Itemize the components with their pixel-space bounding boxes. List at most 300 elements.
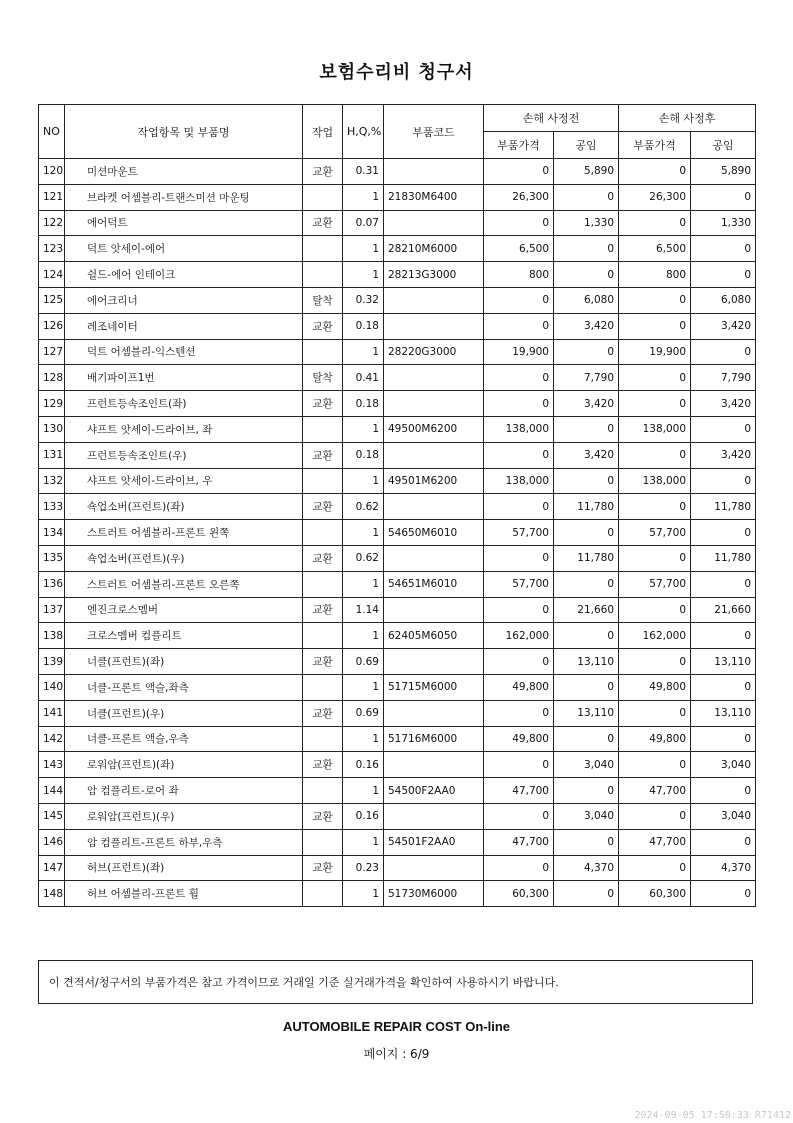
item-name: 프런트등속조인트(좌)	[65, 391, 303, 417]
row-no: 127	[39, 339, 65, 365]
hq-value: 0.18	[343, 391, 384, 417]
table-row	[39, 339, 756, 365]
labor-before: 0	[554, 184, 619, 210]
part-price-before: 26,300	[484, 184, 554, 210]
labor-after: 11,780	[691, 545, 756, 571]
work-type: 교환	[303, 313, 343, 339]
part-price-after: 26,300	[619, 184, 691, 210]
work-type: 교환	[303, 391, 343, 417]
part-price-after: 0	[619, 700, 691, 726]
part-code	[384, 442, 484, 468]
row-no: 121	[39, 184, 65, 210]
part-price-after: 0	[619, 545, 691, 571]
labor-before: 0	[554, 881, 619, 907]
table-row	[39, 287, 756, 313]
labor-after: 3,420	[691, 442, 756, 468]
labor-after: 13,110	[691, 700, 756, 726]
table-header	[39, 105, 756, 159]
table-row	[39, 752, 756, 778]
part-price-after: 138,000	[619, 468, 691, 494]
table-row	[39, 210, 756, 236]
part-price-before: 0	[484, 545, 554, 571]
hq-value: 0.31	[343, 159, 384, 185]
item-name: 덕트 앗세이-에어	[65, 236, 303, 262]
labor-after: 0	[691, 520, 756, 546]
row-no: 142	[39, 726, 65, 752]
row-no: 135	[39, 545, 65, 571]
part-price-after: 162,000	[619, 623, 691, 649]
item-name: 허브 어셈블리-프론트 휠	[65, 881, 303, 907]
work-type: 교환	[303, 803, 343, 829]
part-price-after: 57,700	[619, 520, 691, 546]
table-row	[39, 262, 756, 288]
hq-value: 0.07	[343, 210, 384, 236]
work-type	[303, 829, 343, 855]
labor-before: 6,080	[554, 287, 619, 313]
part-price-before: 0	[484, 752, 554, 778]
work-type	[303, 571, 343, 597]
row-no: 136	[39, 571, 65, 597]
item-name: 쇽업소버(프런트)(우)	[65, 545, 303, 571]
work-type	[303, 262, 343, 288]
part-price-before: 0	[484, 365, 554, 391]
labor-before: 11,780	[554, 494, 619, 520]
part-code: 54501F2AA0	[384, 829, 484, 855]
work-type: 교환	[303, 700, 343, 726]
hq-value: 1	[343, 262, 384, 288]
work-type: 교환	[303, 855, 343, 881]
part-price-after: 0	[619, 803, 691, 829]
work-type	[303, 674, 343, 700]
part-code	[384, 752, 484, 778]
table-row	[39, 159, 756, 185]
part-price-after: 0	[619, 287, 691, 313]
work-type	[303, 339, 343, 365]
labor-after: 0	[691, 339, 756, 365]
table-row	[39, 545, 756, 571]
part-code: 28213G3000	[384, 262, 484, 288]
work-type	[303, 778, 343, 804]
labor-after: 3,040	[691, 752, 756, 778]
part-price-after: 0	[619, 597, 691, 623]
work-type	[303, 623, 343, 649]
table-row	[39, 597, 756, 623]
part-code	[384, 700, 484, 726]
footer-brand: AUTOMOBILE REPAIR COST On-line	[282, 1019, 511, 1034]
table-body	[39, 159, 756, 907]
labor-before: 1,330	[554, 210, 619, 236]
part-price-before: 162,000	[484, 623, 554, 649]
item-name: 샤프트 앗세이-드라이브, 좌	[65, 416, 303, 442]
table-row	[39, 313, 756, 339]
labor-after: 0	[691, 623, 756, 649]
hq-value: 0.69	[343, 649, 384, 675]
part-price-before: 49,800	[484, 674, 554, 700]
part-price-before: 49,800	[484, 726, 554, 752]
part-code	[384, 391, 484, 417]
item-name: 암 컴플리트-프론트 하부,우측	[65, 829, 303, 855]
row-no: 129	[39, 391, 65, 417]
labor-after: 4,370	[691, 855, 756, 881]
table-row	[39, 520, 756, 546]
labor-after: 0	[691, 262, 756, 288]
hq-value: 1.14	[343, 597, 384, 623]
item-name: 레조네이터	[65, 313, 303, 339]
item-name: 로워암(프런트)(우)	[65, 803, 303, 829]
part-price-after: 0	[619, 159, 691, 185]
part-price-before: 47,700	[484, 829, 554, 855]
item-name: 엔진크로스멤버	[65, 597, 303, 623]
labor-after: 0	[691, 468, 756, 494]
labor-after: 6,080	[691, 287, 756, 313]
work-type: 교환	[303, 442, 343, 468]
work-type: 교환	[303, 752, 343, 778]
part-code	[384, 494, 484, 520]
item-name: 크로스멤버 컴플리트	[65, 623, 303, 649]
part-code: 62405M6050	[384, 623, 484, 649]
header-work: 작업	[303, 105, 343, 159]
hq-value: 0.18	[343, 442, 384, 468]
labor-after: 0	[691, 236, 756, 262]
part-code: 28220G3000	[384, 339, 484, 365]
hq-value: 0.32	[343, 287, 384, 313]
header-part-price-before: 부품가격	[484, 132, 554, 159]
part-price-before: 57,700	[484, 520, 554, 546]
part-price-after: 0	[619, 365, 691, 391]
repair-cost-table	[38, 104, 756, 907]
part-price-before: 0	[484, 210, 554, 236]
hq-value: 1	[343, 520, 384, 546]
labor-before: 0	[554, 262, 619, 288]
row-no: 139	[39, 649, 65, 675]
item-name: 에어덕트	[65, 210, 303, 236]
labor-before: 3,040	[554, 803, 619, 829]
table-row	[39, 700, 756, 726]
labor-after: 0	[691, 184, 756, 210]
part-code	[384, 210, 484, 236]
table-row	[39, 881, 756, 907]
part-code	[384, 649, 484, 675]
labor-before: 7,790	[554, 365, 619, 391]
table-row	[39, 391, 756, 417]
item-name: 스트러트 어셈블리-프론트 왼쪽	[65, 520, 303, 546]
table-row	[39, 829, 756, 855]
hq-value: 1	[343, 236, 384, 262]
labor-after: 5,890	[691, 159, 756, 185]
labor-after: 0	[691, 881, 756, 907]
row-no: 145	[39, 803, 65, 829]
part-code	[384, 287, 484, 313]
labor-before: 11,780	[554, 545, 619, 571]
labor-before: 3,420	[554, 442, 619, 468]
part-price-after: 57,700	[619, 571, 691, 597]
labor-after: 0	[691, 416, 756, 442]
header-labor-after: 공임	[691, 132, 756, 159]
hq-value: 0.23	[343, 855, 384, 881]
header-before-assessment: 손해 사정전	[484, 105, 619, 132]
item-name: 너클(프런트)(좌)	[65, 649, 303, 675]
hq-value: 1	[343, 184, 384, 210]
row-no: 132	[39, 468, 65, 494]
work-type	[303, 726, 343, 752]
work-type: 탈착	[303, 287, 343, 313]
part-price-before: 0	[484, 597, 554, 623]
part-price-before: 138,000	[484, 416, 554, 442]
hq-value: 1	[343, 726, 384, 752]
row-no: 134	[39, 520, 65, 546]
labor-after: 0	[691, 778, 756, 804]
item-name: 에어크리너	[65, 287, 303, 313]
header-after-assessment: 손해 사정후	[619, 105, 756, 132]
part-code: 51716M6000	[384, 726, 484, 752]
item-name: 쇽업소버(프런트)(좌)	[65, 494, 303, 520]
labor-after: 11,780	[691, 494, 756, 520]
part-code	[384, 803, 484, 829]
row-no: 120	[39, 159, 65, 185]
row-no: 147	[39, 855, 65, 881]
part-price-after: 6,500	[619, 236, 691, 262]
table-row	[39, 726, 756, 752]
item-name: 브라켓 어셈블리-트랜스미션 마운팅	[65, 184, 303, 210]
row-no: 126	[39, 313, 65, 339]
work-type: 교환	[303, 159, 343, 185]
part-code: 49500M6200	[384, 416, 484, 442]
labor-after: 0	[691, 726, 756, 752]
table-row	[39, 468, 756, 494]
part-price-before: 6,500	[484, 236, 554, 262]
part-code	[384, 855, 484, 881]
part-price-after: 47,700	[619, 778, 691, 804]
hq-value: 1	[343, 339, 384, 365]
labor-after: 3,040	[691, 803, 756, 829]
row-no: 130	[39, 416, 65, 442]
part-price-after: 0	[619, 855, 691, 881]
labor-before: 0	[554, 468, 619, 494]
labor-before: 3,040	[554, 752, 619, 778]
table-row	[39, 778, 756, 804]
table-row	[39, 365, 756, 391]
labor-after: 21,660	[691, 597, 756, 623]
hq-value: 1	[343, 468, 384, 494]
item-name: 너클-프론트 액슬,좌측	[65, 674, 303, 700]
part-price-after: 47,700	[619, 829, 691, 855]
header-hq: H,Q,%	[343, 105, 384, 159]
table-row	[39, 494, 756, 520]
item-name: 허브(프런트)(좌)	[65, 855, 303, 881]
labor-after: 0	[691, 571, 756, 597]
item-name: 로워암(프런트)(좌)	[65, 752, 303, 778]
part-price-after: 19,900	[619, 339, 691, 365]
part-price-before: 138,000	[484, 468, 554, 494]
part-price-before: 47,700	[484, 778, 554, 804]
labor-after: 3,420	[691, 313, 756, 339]
row-no: 124	[39, 262, 65, 288]
part-code: 51715M6000	[384, 674, 484, 700]
item-name: 암 컴플리트-로어 좌	[65, 778, 303, 804]
hq-value: 0.62	[343, 545, 384, 571]
hq-value: 1	[343, 881, 384, 907]
part-price-before: 0	[484, 287, 554, 313]
work-type: 교환	[303, 545, 343, 571]
labor-after: 3,420	[691, 391, 756, 417]
document-title: 보험수리비 청구서	[319, 62, 474, 83]
part-price-before: 0	[484, 649, 554, 675]
table-row	[39, 803, 756, 829]
part-price-before: 57,700	[484, 571, 554, 597]
labor-before: 0	[554, 778, 619, 804]
item-name: 덕트 어셈블리-익스텐션	[65, 339, 303, 365]
part-price-before: 19,900	[484, 339, 554, 365]
row-no: 122	[39, 210, 65, 236]
part-code	[384, 365, 484, 391]
item-name: 너클-프론트 액슬,우측	[65, 726, 303, 752]
table-row	[39, 184, 756, 210]
item-name: 샤프트 앗세이-드라이브, 우	[65, 468, 303, 494]
hq-value: 0.16	[343, 803, 384, 829]
labor-before: 3,420	[554, 313, 619, 339]
part-code: 49501M6200	[384, 468, 484, 494]
part-price-after: 800	[619, 262, 691, 288]
table-row	[39, 674, 756, 700]
header-labor-before: 공임	[554, 132, 619, 159]
part-price-before: 0	[484, 700, 554, 726]
part-price-after: 0	[619, 752, 691, 778]
row-no: 143	[39, 752, 65, 778]
table-row	[39, 571, 756, 597]
row-no: 138	[39, 623, 65, 649]
labor-after: 0	[691, 674, 756, 700]
hq-value: 0.62	[343, 494, 384, 520]
table-row	[39, 855, 756, 881]
labor-after: 0	[691, 829, 756, 855]
work-type	[303, 236, 343, 262]
labor-before: 0	[554, 520, 619, 546]
header-no: NO	[39, 105, 65, 159]
part-price-after: 138,000	[619, 416, 691, 442]
labor-after: 1,330	[691, 210, 756, 236]
part-code: 54500F2AA0	[384, 778, 484, 804]
labor-before: 13,110	[554, 649, 619, 675]
labor-before: 0	[554, 416, 619, 442]
item-name: 프런트등속조인트(우)	[65, 442, 303, 468]
page-number: 페이지 : 6/9	[363, 1047, 430, 1061]
part-price-before: 0	[484, 391, 554, 417]
work-type: 교환	[303, 494, 343, 520]
hq-value: 1	[343, 571, 384, 597]
labor-before: 13,110	[554, 700, 619, 726]
part-code: 54651M6010	[384, 571, 484, 597]
row-no: 123	[39, 236, 65, 262]
row-no: 125	[39, 287, 65, 313]
labor-before: 0	[554, 674, 619, 700]
part-code: 28210M6000	[384, 236, 484, 262]
item-name: 스트러트 어셈블리-프론트 오른쪽	[65, 571, 303, 597]
part-price-before: 0	[484, 442, 554, 468]
part-code: 21830M6400	[384, 184, 484, 210]
row-no: 128	[39, 365, 65, 391]
part-code	[384, 313, 484, 339]
work-type	[303, 881, 343, 907]
work-type: 교환	[303, 210, 343, 236]
part-price-after: 0	[619, 210, 691, 236]
table-row	[39, 236, 756, 262]
row-no: 137	[39, 597, 65, 623]
labor-before: 0	[554, 339, 619, 365]
labor-before: 0	[554, 571, 619, 597]
row-no: 146	[39, 829, 65, 855]
item-name: 쉴드-에어 인테이크	[65, 262, 303, 288]
hq-value: 0.69	[343, 700, 384, 726]
part-code	[384, 159, 484, 185]
labor-before: 0	[554, 623, 619, 649]
hq-value: 0.18	[343, 313, 384, 339]
row-no: 148	[39, 881, 65, 907]
row-no: 133	[39, 494, 65, 520]
hq-value: 0.41	[343, 365, 384, 391]
header-part-code: 부품코드	[384, 105, 484, 159]
part-code: 51730M6000	[384, 881, 484, 907]
print-timestamp: 2024-09-05 17:50:33 R71412	[634, 1110, 791, 1121]
labor-before: 0	[554, 236, 619, 262]
part-price-before: 0	[484, 494, 554, 520]
part-price-after: 0	[619, 649, 691, 675]
table-row	[39, 442, 756, 468]
item-name: 배기파이프1번	[65, 365, 303, 391]
hq-value: 1	[343, 778, 384, 804]
part-price-before: 800	[484, 262, 554, 288]
part-price-before: 0	[484, 159, 554, 185]
table-row	[39, 416, 756, 442]
row-no: 141	[39, 700, 65, 726]
labor-before: 0	[554, 726, 619, 752]
part-price-after: 0	[619, 442, 691, 468]
part-price-before: 60,300	[484, 881, 554, 907]
hq-value: 1	[343, 674, 384, 700]
header-part-price-after: 부품가격	[619, 132, 691, 159]
labor-before: 0	[554, 829, 619, 855]
row-no: 140	[39, 674, 65, 700]
part-price-before: 0	[484, 855, 554, 881]
labor-after: 7,790	[691, 365, 756, 391]
work-type	[303, 520, 343, 546]
row-no: 131	[39, 442, 65, 468]
hq-value: 0.16	[343, 752, 384, 778]
table-row	[39, 623, 756, 649]
part-price-after: 0	[619, 313, 691, 339]
hq-value: 1	[343, 623, 384, 649]
price-notice: 이 견적서/청구서의 부품가격은 참고 가격이므로 거래일 기준 실거래가격을 확인하여 사용하시기 바랍니다.	[38, 960, 753, 1004]
header-item: 작업항목 및 부품명	[65, 105, 303, 159]
part-price-after: 0	[619, 391, 691, 417]
part-price-after: 49,800	[619, 674, 691, 700]
work-type: 교환	[303, 649, 343, 675]
part-price-after: 49,800	[619, 726, 691, 752]
labor-before: 21,660	[554, 597, 619, 623]
item-name: 너클(프런트)(우)	[65, 700, 303, 726]
work-type: 교환	[303, 597, 343, 623]
hq-value: 1	[343, 416, 384, 442]
part-price-after: 0	[619, 494, 691, 520]
row-no: 144	[39, 778, 65, 804]
hq-value: 1	[343, 829, 384, 855]
work-type	[303, 416, 343, 442]
table-row	[39, 649, 756, 675]
labor-before: 4,370	[554, 855, 619, 881]
part-code: 54650M6010	[384, 520, 484, 546]
labor-before: 5,890	[554, 159, 619, 185]
labor-after: 13,110	[691, 649, 756, 675]
part-price-before: 0	[484, 803, 554, 829]
